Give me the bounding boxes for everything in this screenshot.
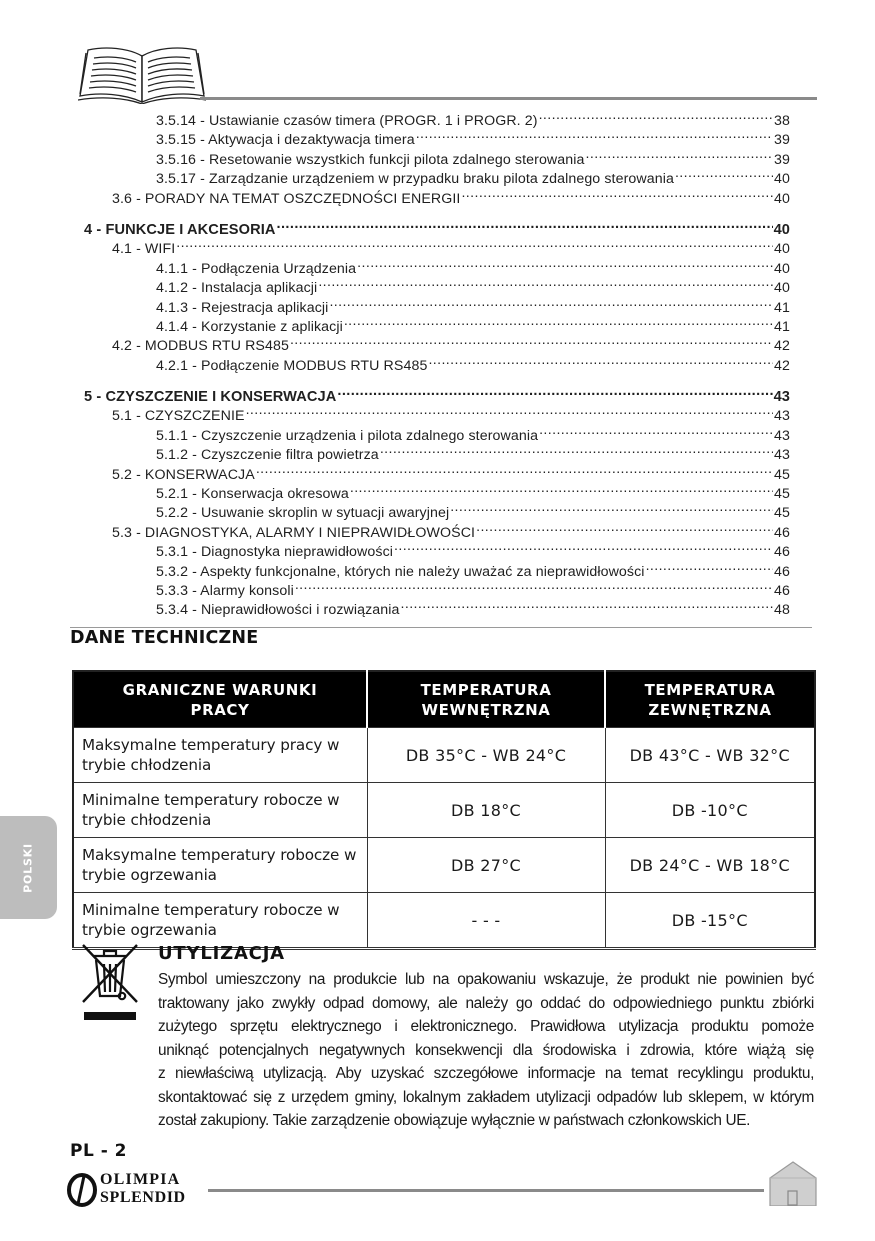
- toc-entry[interactable]: [84, 106, 790, 129]
- toc-leader-dots: [176, 234, 773, 253]
- header-outdoor-temp: [605, 671, 815, 728]
- row-label-line: trybie ogrzewania: [82, 921, 217, 939]
- row-label: [73, 728, 367, 783]
- toc-leader-dots: [295, 576, 773, 595]
- indoor-value: DB 35°C - WB 24°C: [367, 728, 605, 783]
- outdoor-value: DB 24°C - WB 18°C: [605, 838, 815, 893]
- toc-entry-page: 41: [774, 318, 790, 335]
- toc-entry-title: 5.3.4 - Nieprawidłowości i rozwiązania: [156, 602, 400, 619]
- disposal-line: traktowany jako zwykły odpad domowy, ale należy go oddać do odpowiedniego punktu zbiórki: [158, 994, 814, 1012]
- disposal-title: UTYLIZACJA: [158, 943, 285, 964]
- toc-leader-dots: [256, 460, 773, 479]
- disposal-line: z niewłaściwą utylizacją. Aby uzyskać szczegółowe informacje na temat recyklingu produktu,: [158, 1065, 814, 1082]
- toc-leader-dots: [461, 184, 773, 203]
- toc-entry-page: 40: [774, 190, 790, 207]
- disposal-line: Symbol umieszczony na produkcie lub na opakowaniu wskazuje, że produkt nie powinien być: [158, 971, 814, 988]
- table-row: [73, 893, 815, 949]
- header-line: TEMPERATURA: [644, 680, 776, 699]
- language-tab[interactable]: [0, 816, 57, 919]
- toc-entry-title: 3.6 - PORADY NA TEMAT OSZCZĘDNOŚCI ENERGII: [112, 190, 461, 207]
- toc-entry[interactable]: [84, 382, 790, 406]
- indoor-value: - - -: [367, 893, 605, 949]
- toc-entry-title: 5.3 - DIAGNOSTYKA, ALARMY I NIEPRAWIDŁOWOŚCI: [112, 524, 476, 541]
- toc-entry-page: 41: [774, 299, 790, 316]
- toc-entry-title: 4.1 - WIFI: [112, 241, 176, 258]
- page-number: PL - 2: [70, 1141, 128, 1161]
- header-line: ZEWNĘTRZNA: [648, 700, 772, 719]
- toc-entry[interactable]: [84, 254, 790, 277]
- outdoor-value: DB 43°C - WB 32°C: [605, 728, 815, 783]
- toc-entry-page: 39: [774, 132, 790, 149]
- toc-entry-title: 5.1.1 - Czyszczenie urządzenia i pilota zdalnego sterowania: [156, 427, 539, 444]
- toc-entry-page: 45: [774, 505, 790, 522]
- toc-entry-title: 5.1 - CZYSZCZENIE: [112, 408, 245, 425]
- toc-leader-dots: [539, 106, 773, 125]
- table-of-contents: [84, 106, 790, 619]
- toc-leader-dots: [350, 479, 773, 498]
- crossed-bin-icon: [80, 942, 140, 1024]
- row-label-line: Maksymalne temperatury robocze w: [82, 846, 357, 864]
- toc-entry-title: 4.1.3 - Rejestracja aplikacji: [156, 299, 329, 316]
- open-book-icon: [78, 44, 206, 104]
- header-line: TEMPERATURA: [420, 680, 552, 699]
- row-label-line: Maksymalne temperatury pracy w: [82, 736, 340, 754]
- toc-entry-title: 5.3.1 - Diagnostyka nieprawidłowości: [156, 544, 394, 561]
- row-label: [73, 838, 367, 893]
- toc-entry-title: 3.5.16 - Resetowanie wszystkich funkcji pilota zdalnego sterowania: [156, 151, 585, 168]
- toc-entry-title: 5.1.2 - Czyszczenie filtra powietrza: [156, 447, 379, 464]
- toc-entry[interactable]: [84, 234, 790, 258]
- toc-entry-page: 46: [774, 524, 790, 541]
- toc-entry-title: 5.2 - KONSERWACJA: [112, 466, 255, 483]
- outdoor-value: DB -15°C: [605, 893, 815, 949]
- toc-entry-page: 42: [774, 357, 790, 374]
- toc-entry-page: 40: [774, 260, 790, 277]
- toc-leader-dots: [357, 254, 773, 273]
- toc-leader-dots: [450, 498, 773, 517]
- toc-entry-title: 4.1.4 - Korzystanie z aplikacji: [156, 318, 343, 335]
- table-row: [73, 838, 815, 893]
- row-label-line: trybie ogrzewania: [82, 866, 217, 884]
- toc-leader-dots: [337, 382, 772, 401]
- toc-entry-page: 40: [774, 280, 790, 297]
- header-rule: [200, 97, 817, 100]
- row-label-line: trybie chłodzenia: [82, 811, 212, 829]
- section-title: DANE TECHNICZNE: [70, 628, 259, 648]
- toc-leader-dots: [401, 595, 774, 614]
- toc-leader-dots: [428, 351, 773, 370]
- toc-entry-title: 5.3.3 - Alarmy konsoli: [156, 582, 294, 599]
- toc-entry-title: 3.5.17 - Zarządzanie urządzeniem w przypadku braku pilota zdalnego sterowania: [156, 171, 674, 188]
- toc-entry-page: 38: [774, 113, 790, 129]
- indoor-value: DB 27°C: [367, 838, 605, 893]
- toc-entry-title: 4.2 - MODBUS RTU RS485: [112, 338, 289, 355]
- indoor-value: DB 18°C: [367, 783, 605, 838]
- toc-leader-dots: [476, 518, 773, 537]
- toc-entry-title: 4 - FUNKCJE I AKCESORIA: [84, 221, 276, 238]
- toc-leader-dots: [318, 273, 773, 292]
- toc-entry-page: 40: [774, 171, 790, 188]
- brand-logo: [64, 1170, 206, 1210]
- toc-entry-page: 46: [774, 544, 790, 561]
- disposal-line: skontaktować się z urzędem gminy, lokalnym zakładem utylizacji odpadów lub sklepem, w którym: [158, 1088, 814, 1106]
- toc-entry-page: 43: [774, 427, 790, 444]
- language-tab-label: POLSKI: [21, 843, 35, 893]
- toc-entry-page: 45: [774, 486, 790, 503]
- toc-entry-page: 40: [773, 221, 790, 238]
- toc-entry-page: 42: [774, 338, 790, 355]
- toc-entry-title: 5 - CZYSZCZENIE I KONSERWACJA: [84, 389, 337, 406]
- toc-leader-dots: [246, 401, 773, 420]
- header-line: GRANICZNE WARUNKI: [122, 680, 318, 699]
- row-label: [73, 783, 367, 838]
- disposal-line: uniknąć potencjalnych negatywnych konsekwencji dla środowiska i zdrowia, które wiążą się: [158, 1041, 814, 1059]
- brand-o-mark-icon: [64, 1170, 100, 1210]
- brand-name-line2: SPLENDID: [100, 1189, 186, 1206]
- footer-rule: [208, 1189, 764, 1192]
- toc-entry-page: 45: [774, 466, 790, 483]
- toc-entry-title: 5.3.2 - Aspekty funkcjonalne, których nie należy uważać za nieprawidłowości: [156, 563, 645, 580]
- toc-entry-page: 46: [774, 582, 790, 599]
- toc-entry-title: 4.1.1 - Podłączenia Urządzenia: [156, 260, 357, 277]
- toc-leader-dots: [675, 164, 773, 183]
- row-label: [73, 893, 367, 949]
- header-line: WEWNĘTRZNA: [421, 700, 551, 719]
- disposal-text: [158, 968, 814, 1133]
- table-row: [73, 728, 815, 783]
- toc-entry-page: 46: [774, 563, 790, 580]
- toc-leader-dots: [539, 421, 773, 440]
- toc-leader-dots: [416, 125, 773, 144]
- toc-entry-title: 4.2.1 - Podłączenie MODBUS RTU RS485: [156, 357, 428, 374]
- disposal-line: zużytego sprzętu elektrycznego i elektronicznego. Prawidłowa utylizacja produktu pomoże: [158, 1018, 814, 1035]
- table-header-row: [73, 671, 815, 728]
- toc-entry-page: 40: [774, 241, 790, 258]
- brand-name-line1: OLIMPIA: [100, 1171, 181, 1188]
- toc-leader-dots: [290, 331, 773, 350]
- disposal-line: został zakupiony. Takie zarządzenie obowiązuje wyłącznie w państwach członkowskich UE.: [158, 1112, 751, 1129]
- toc-leader-dots: [394, 537, 773, 556]
- outdoor-value: DB -10°C: [605, 783, 815, 838]
- toc-leader-dots: [329, 293, 773, 312]
- toc-entry-title: 3.5.14 - Ustawianie czasów timera (PROGR. 1 i PROGR. 2): [156, 113, 538, 129]
- row-label-line: Minimalne temperatury robocze w: [82, 901, 340, 919]
- header-indoor-temp: [367, 671, 605, 728]
- toc-entry-page: 39: [774, 151, 790, 168]
- toc-entry-page: 43: [773, 389, 790, 406]
- technical-data-table: [72, 670, 816, 950]
- toc-entry-title: 3.5.15 - Aktywacja i dezaktywacja timera: [156, 132, 415, 149]
- toc-entry[interactable]: [84, 215, 790, 238]
- header-limit-conditions: [73, 671, 367, 728]
- toc-entry-title: 5.2.1 - Konserwacja okresowa: [156, 486, 349, 503]
- toc-entry-page: 43: [774, 408, 790, 425]
- row-label-line: trybie chłodzenia: [82, 756, 212, 774]
- header-line: PRACY: [190, 700, 250, 719]
- toc-leader-dots: [646, 557, 773, 576]
- toc-entry-page: 43: [774, 447, 790, 464]
- toc-leader-dots: [344, 312, 773, 331]
- row-label-line: Minimalne temperatury robocze w: [82, 791, 340, 809]
- toc-leader-dots: [277, 215, 773, 234]
- toc-entry-title: 5.2.2 - Usuwanie skroplin w sytuacji awaryjnej: [156, 505, 450, 522]
- table-row: [73, 783, 815, 838]
- toc-entry-page: 48: [774, 602, 790, 619]
- toc-entry-title: 4.1.2 - Instalacja aplikacji: [156, 280, 318, 297]
- toc-leader-dots: [586, 145, 774, 164]
- home-icon[interactable]: [768, 1160, 818, 1206]
- toc-leader-dots: [380, 440, 773, 459]
